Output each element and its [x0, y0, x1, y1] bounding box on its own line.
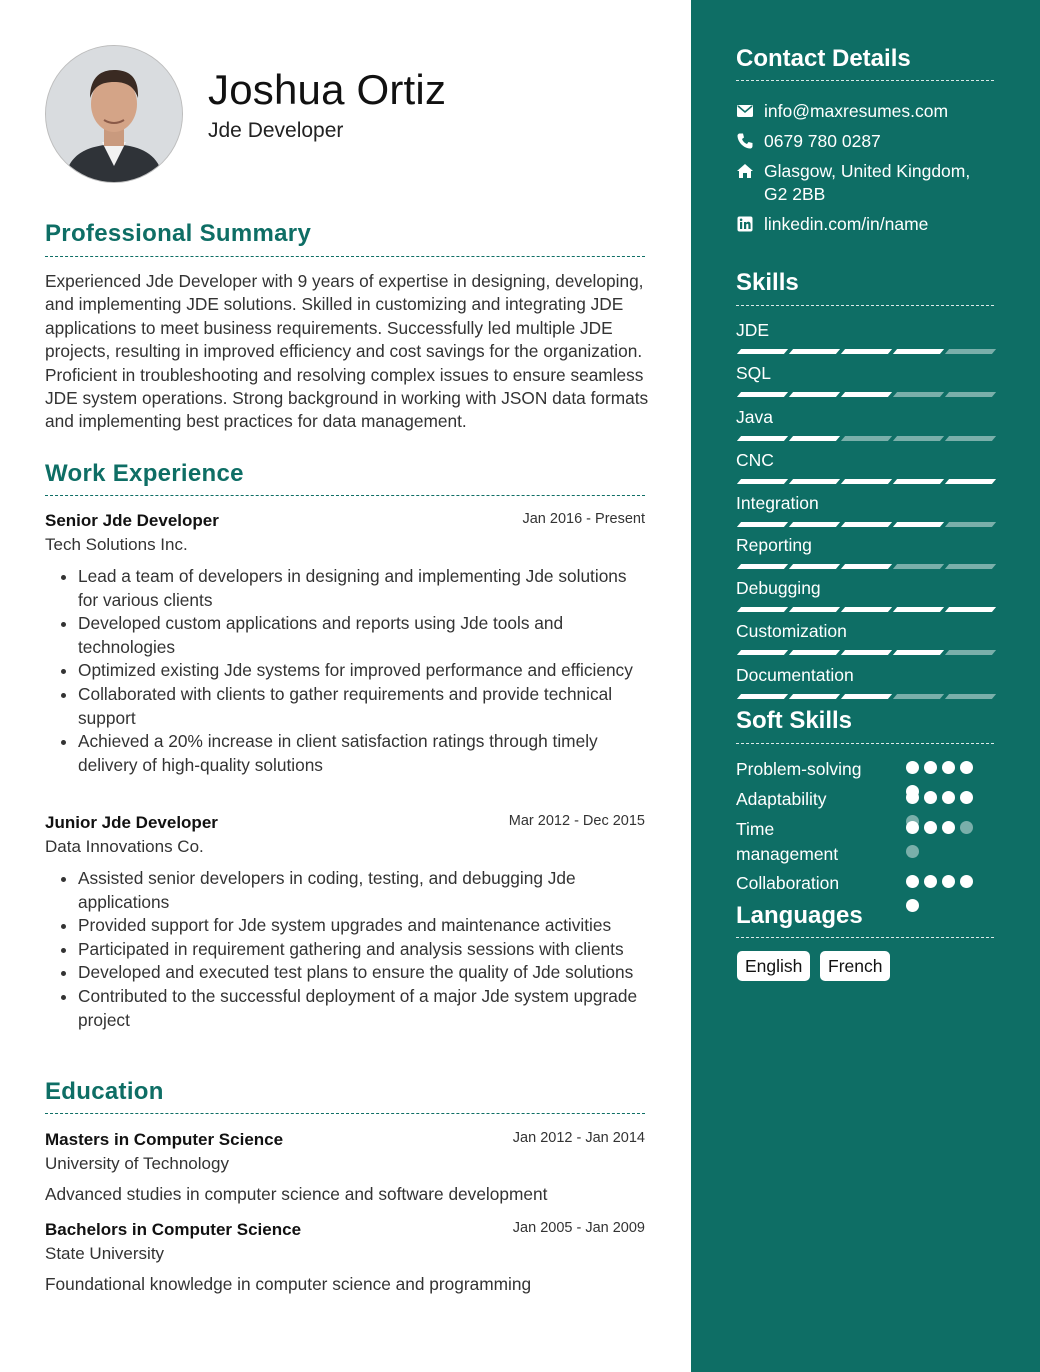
skill-level-bar: [736, 479, 994, 485]
skill-level-segment: [841, 349, 892, 354]
skill-level-segment: [945, 349, 996, 354]
soft-skills-divider: [736, 743, 994, 744]
job-title: Junior Jde Developer: [45, 813, 218, 832]
skill-level-segment: [945, 522, 996, 527]
job-bullet: • Developed and executed test plans to ensure the quality of Jde solutions: [78, 961, 645, 985]
skill-level-segment: [841, 522, 892, 527]
experience-divider: [45, 495, 645, 496]
languages-heading: Languages: [736, 902, 863, 929]
soft-skill-name: Collaboration: [736, 873, 840, 893]
contact-email[interactable]: [736, 100, 1006, 124]
skill-level-segment: [841, 479, 892, 484]
rating-dot: [960, 821, 973, 834]
skill-level-segment: [789, 607, 840, 612]
skill-level-segment: [841, 392, 892, 397]
summary-heading: Professional Summary: [45, 220, 312, 247]
contact-divider: [736, 80, 994, 81]
job-bullet: • Lead a team of developers in designing and implementing Jde solutions for various clients: [78, 565, 645, 612]
skill-level-segment: [789, 694, 840, 699]
job-bullet: • Contributed to the successful deployment of a major Jde system upgrade project: [78, 985, 645, 1032]
skill-level-segment: [945, 694, 996, 699]
skill-item: [736, 535, 994, 556]
education-entry: [45, 1130, 645, 1205]
phone-icon: [736, 132, 754, 150]
envelope-icon: [736, 102, 754, 120]
degree-title: Bachelors in Computer Science: [45, 1220, 302, 1239]
rating-dot: [924, 761, 937, 774]
job-bullet: • Collaborated with clients to gather requirements and provide technical support: [78, 683, 645, 730]
school-name: State University: [45, 1244, 165, 1263]
skill-name: Java: [736, 407, 773, 427]
skill-level-segment: [893, 607, 944, 612]
skill-level-segment: [737, 564, 788, 569]
job-date: Mar 2012 - Dec 2015: [508, 813, 645, 829]
rating-dot: [960, 761, 973, 774]
summary-text: Experienced Jde Developer with 9 years of expertise in designing, developing, and implementing JDE solutions. Skilled in customizing and integrating JDE applications to meet business requirements. Successfully led multiple JDE projects, resulting in improved efficiency and cost savings for the organization. Proficient in troubleshooting and resolving complex issues to ensure seamless JDE system operations. Strong background in working with JSON data formats and implementing best practices for data management.: [45, 271, 649, 432]
rating-dot: [942, 791, 955, 804]
skill-level-bar: [736, 564, 994, 570]
skill-level-segment: [893, 694, 944, 699]
rating-dot: [942, 875, 955, 888]
education-heading: Education: [45, 1078, 164, 1105]
job-bullet: • Developed custom applications and reports using Jde tools and technologies: [78, 612, 645, 659]
contact-heading: Contact Details: [736, 45, 911, 72]
skill-name: Documentation: [736, 665, 854, 685]
skill-item: [736, 320, 994, 341]
skill-level-segment: [789, 479, 840, 484]
linkedin-text: linkedin.com/in/name: [764, 214, 929, 234]
job-company: Tech Solutions Inc.: [45, 535, 188, 554]
degree-title: Masters in Computer Science: [45, 1130, 284, 1149]
skill-level-segment: [893, 349, 944, 354]
job-entry: [45, 813, 645, 1032]
skill-name: Customization: [736, 621, 847, 641]
education-entry: [45, 1220, 645, 1295]
rating-dot: [906, 875, 919, 888]
education-description: Foundational knowledge in computer science and programming: [45, 1274, 532, 1294]
linkedin-icon: [736, 215, 754, 233]
job-bullet: • Participated in requirement gathering and analysis sessions with clients: [78, 938, 645, 962]
skill-item: [736, 363, 994, 384]
skill-item: [736, 665, 994, 686]
education-date: Jan 2012 - Jan 2014: [512, 1130, 645, 1146]
skill-level-segment: [737, 436, 788, 441]
skill-name: JDE: [736, 320, 770, 340]
skill-level-segment: [737, 479, 788, 484]
education-divider: [45, 1113, 645, 1114]
skill-item: [736, 493, 994, 514]
skill-item: [736, 578, 994, 599]
rating-dot: [906, 821, 919, 834]
candidate-name: Joshua Ortiz: [208, 66, 447, 113]
rating-dot: [942, 761, 955, 774]
skill-level-bar: [736, 392, 994, 398]
rating-dot: [906, 761, 919, 774]
address-line-1: Glasgow, United Kingdom,: [764, 161, 971, 181]
skills-divider: [736, 305, 994, 306]
phone-text: 0679 780 0287: [764, 131, 881, 151]
skill-name: Integration: [736, 493, 819, 513]
skill-level-segment: [945, 564, 996, 569]
soft-skill-name: Adaptability: [736, 789, 827, 809]
job-company: Data Innovations Co.: [45, 837, 204, 856]
job-bullet: • Assisted senior developers in coding, testing, and debugging Jde applications: [78, 867, 645, 914]
job-date: Jan 2016 - Present: [522, 511, 645, 527]
skill-level-segment: [789, 650, 840, 655]
skill-level-segment: [737, 392, 788, 397]
skill-level-segment: [789, 564, 840, 569]
skill-level-segment: [893, 522, 944, 527]
job-bullet: • Achieved a 20% increase in client satisfaction ratings through timely delivery of high-quality solutions: [78, 730, 645, 777]
rating-dot: [906, 845, 919, 858]
rating-dot: [924, 791, 937, 804]
skill-level-bar: [736, 349, 994, 355]
skill-level-segment: [789, 392, 840, 397]
rating-dot: [960, 791, 973, 804]
language-tag: English: [737, 951, 810, 981]
job-bullet: • Optimized existing Jde systems for improved performance and efficiency: [78, 659, 645, 683]
contact-address: [736, 160, 1006, 208]
skill-level-segment: [789, 522, 840, 527]
rating-dot: [906, 899, 919, 912]
sidebar: [691, 0, 1040, 1372]
skill-name: Debugging: [736, 578, 821, 598]
rating-dot: [906, 791, 919, 804]
soft-skill-name: Time management: [736, 819, 839, 864]
skill-level-segment: [893, 436, 944, 441]
contact-linkedin[interactable]: [736, 213, 1006, 237]
education-date: Jan 2005 - Jan 2009: [512, 1220, 645, 1236]
candidate-title: Jde Developer: [208, 119, 344, 142]
skill-level-segment: [945, 607, 996, 612]
skill-item: [736, 450, 994, 471]
skill-level-bar: [736, 694, 994, 700]
skill-level-segment: [841, 694, 892, 699]
job-entry: [45, 511, 645, 777]
languages-divider: [736, 937, 994, 938]
skill-level-bar: [736, 522, 994, 528]
skill-level-segment: [945, 392, 996, 397]
skill-item: [736, 407, 994, 428]
skill-name: Reporting: [736, 535, 812, 555]
skills-heading: Skills: [736, 269, 799, 296]
person-avatar-icon: [46, 46, 182, 182]
job-bullet: • Provided support for Jde system upgrades and maintenance activities: [78, 914, 645, 938]
job-title: Senior Jde Developer: [45, 511, 219, 530]
skill-name: CNC: [736, 450, 774, 470]
skill-level-bar: [736, 436, 994, 442]
school-name: University of Technology: [45, 1154, 229, 1173]
rating-dot: [960, 875, 973, 888]
rating-dot: [942, 821, 955, 834]
skill-level-segment: [841, 607, 892, 612]
skill-name: SQL: [736, 363, 772, 383]
home-icon: [736, 162, 754, 180]
soft-skill-name: Problem-solving: [736, 759, 862, 779]
skill-level-segment: [893, 650, 944, 655]
skill-level-segment: [945, 650, 996, 655]
contact-phone[interactable]: [736, 130, 1006, 154]
skill-level-segment: [945, 479, 996, 484]
skill-level-segment: [841, 564, 892, 569]
email-text: info@maxresumes.com: [764, 101, 949, 121]
summary-divider: [45, 256, 645, 257]
skill-level-bar: [736, 607, 994, 613]
skill-level-segment: [893, 392, 944, 397]
experience-heading: Work Experience: [45, 460, 244, 487]
skill-level-segment: [737, 349, 788, 354]
skill-item: [736, 621, 994, 642]
skill-level-segment: [737, 522, 788, 527]
language-tag: French: [820, 951, 890, 981]
skill-level-segment: [789, 349, 840, 354]
skill-level-segment: [737, 650, 788, 655]
job-bullets: [45, 565, 645, 777]
skill-level-segment: [737, 694, 788, 699]
rating-dot: [924, 875, 937, 888]
skill-level-segment: [893, 479, 944, 484]
skill-level-segment: [945, 436, 996, 441]
skill-level-segment: [841, 436, 892, 441]
skill-level-segment: [789, 436, 840, 441]
skill-level-segment: [841, 650, 892, 655]
education-description: Advanced studies in computer science and software development: [45, 1184, 548, 1204]
profile-photo: [45, 45, 183, 183]
skill-level-bar: [736, 650, 994, 656]
soft-skills-heading: Soft Skills: [736, 707, 853, 734]
skill-level-segment: [737, 607, 788, 612]
address-line-2: G2 2BB: [764, 184, 826, 204]
skill-level-segment: [893, 564, 944, 569]
rating-dot: [924, 821, 937, 834]
job-bullets: [45, 867, 645, 1032]
